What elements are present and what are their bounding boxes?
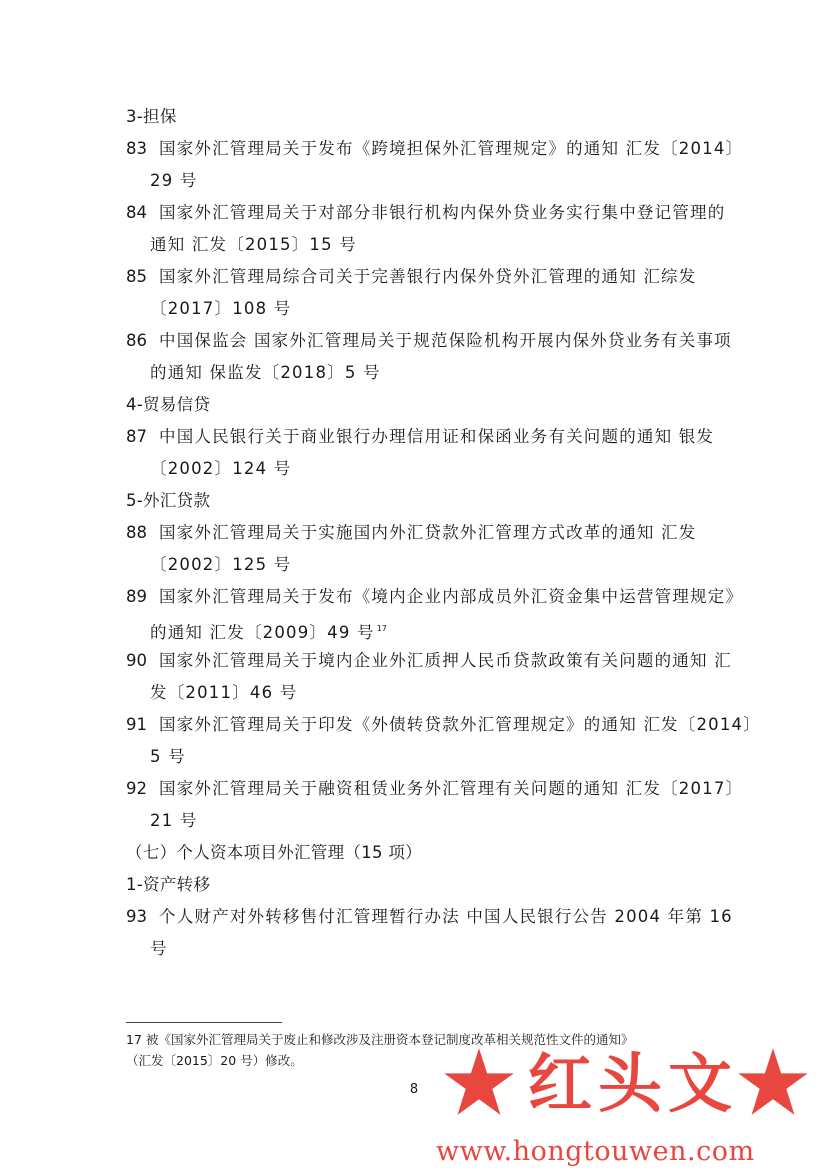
item-title-continued: 〔2002〕124 号 bbox=[150, 459, 292, 478]
item-number: 84 bbox=[126, 203, 147, 222]
list-item-84 bbox=[126, 197, 726, 261]
list-item-87 bbox=[126, 421, 715, 485]
list-item-88 bbox=[126, 517, 706, 581]
item-title-continued: 21 号 bbox=[150, 811, 198, 830]
document-body bbox=[126, 101, 761, 965]
list-item-89 bbox=[126, 581, 744, 645]
item-title-continued: 通知 汇发〔2015〕15 号 bbox=[150, 235, 357, 254]
item-title-continued: 号 bbox=[150, 939, 168, 958]
footnote-reference: 17 bbox=[376, 624, 387, 633]
item-number: 90 bbox=[126, 651, 147, 670]
item-title: 国家外汇管理局关于印发《外债转贷款外汇管理规定》的通知 汇发〔2014〕 bbox=[159, 715, 761, 734]
item-number: 85 bbox=[126, 267, 147, 286]
item-title: 中国保监会 国家外汇管理局关于规范保险机构开展内保外贷业务有关事项 bbox=[159, 331, 732, 350]
chapter-heading-personal-capital: （七）个人资本项目外汇管理（15 项） bbox=[126, 843, 422, 862]
footnote-text-continued: （汇发〔2015〕20 号）修改。 bbox=[126, 1053, 303, 1068]
item-title: 个人财产对外转移售付汇管理暂行办法 中国人民银行公告 2004 年第 16 bbox=[159, 907, 733, 926]
item-title-continued: 5 号 bbox=[150, 747, 186, 766]
watermark-url: www.hongtouwen.com bbox=[436, 1136, 755, 1167]
section-heading-fx-loans: 5-外汇贷款 bbox=[126, 491, 211, 510]
list-item-92 bbox=[126, 773, 744, 837]
list-item-90 bbox=[126, 645, 732, 709]
page-number: 8 bbox=[409, 1082, 419, 1097]
list-item-85 bbox=[126, 261, 706, 325]
list-item-86 bbox=[126, 325, 732, 389]
watermark-text: 红头文 bbox=[528, 1047, 738, 1122]
item-number: 89 bbox=[126, 587, 147, 606]
item-title-continued: 的通知 汇发〔2009〕49 号 bbox=[150, 623, 375, 642]
list-item-93 bbox=[126, 901, 733, 965]
item-title: 中国人民银行关于商业银行办理信用证和保函业务有关问题的通知 银发 bbox=[159, 427, 715, 446]
item-title: 国家外汇管理局关于实施国内外汇贷款外汇管理方式改革的通知 汇发 bbox=[159, 523, 697, 542]
item-number: 91 bbox=[126, 715, 147, 734]
item-title-continued: 〔2017〕108 号 bbox=[150, 299, 292, 318]
item-number: 83 bbox=[126, 139, 147, 158]
item-title-continued: 发〔2011〕46 号 bbox=[150, 683, 298, 702]
item-number: 88 bbox=[126, 523, 147, 542]
section-heading-trade-credit: 4-贸易信贷 bbox=[126, 395, 211, 414]
item-title-continued: 〔2002〕125 号 bbox=[150, 555, 292, 574]
section-heading-guarantee: 3-担保 bbox=[126, 107, 177, 126]
footnote-divider bbox=[126, 1022, 282, 1023]
star-icon bbox=[442, 1046, 516, 1120]
star-icon bbox=[736, 1046, 810, 1120]
footnote-text: 被《国家外汇管理局关于废止和修改涉及注册资本登记制度改革相关规范性文件的通知》 bbox=[146, 1032, 634, 1047]
footnote-number: 17 bbox=[126, 1032, 142, 1047]
list-item-91 bbox=[126, 709, 761, 773]
item-title: 国家外汇管理局关于对部分非银行机构内保外贷业务实行集中登记管理的 bbox=[159, 203, 726, 222]
item-title-continued: 的通知 保监发〔2018〕5 号 bbox=[150, 363, 381, 382]
item-number: 87 bbox=[126, 427, 147, 446]
item-number: 92 bbox=[126, 779, 147, 798]
list-item-83 bbox=[126, 133, 744, 197]
item-number: 93 bbox=[126, 907, 147, 926]
watermark bbox=[420, 1040, 827, 1170]
item-title: 国家外汇管理局关于境内企业外汇质押人民币贷款政策有关问题的通知 汇 bbox=[159, 651, 732, 670]
item-title: 国家外汇管理局综合司关于完善银行内保外贷外汇管理的通知 汇综发 bbox=[159, 267, 697, 286]
item-title: 国家外汇管理局关于发布《境内企业内部成员外汇资金集中运营管理规定》 bbox=[159, 587, 744, 606]
item-title: 国家外汇管理局关于融资租赁业务外汇管理有关问题的通知 汇发〔2017〕 bbox=[159, 779, 744, 798]
section-heading-asset-transfer: 1-资产转移 bbox=[126, 875, 211, 894]
item-title: 国家外汇管理局关于发布《跨境担保外汇管理规定》的通知 汇发〔2014〕 bbox=[159, 139, 744, 158]
item-title-continued: 29 号 bbox=[150, 171, 198, 190]
item-number: 86 bbox=[126, 331, 147, 350]
